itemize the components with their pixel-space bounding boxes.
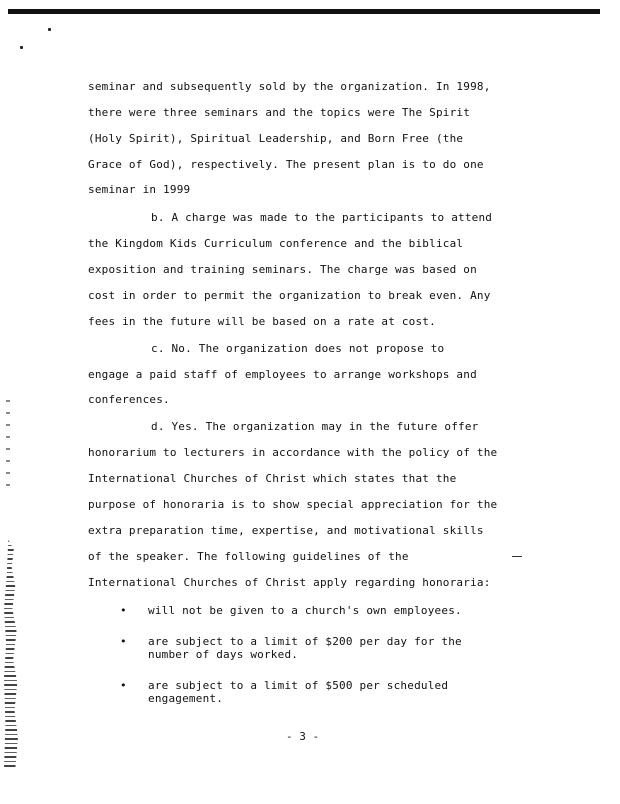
- scan-speck: [20, 46, 23, 49]
- body-line: conferences.: [88, 393, 170, 406]
- body-line: purpose of honoraria is to show special appreciation for the: [88, 498, 498, 511]
- body-line: extra preparation time, expertise, and motivational skills: [88, 524, 484, 537]
- scan-edge-mark: [6, 400, 10, 490]
- bullet-icon: •: [120, 635, 127, 648]
- body-line: exposition and training seminars. The charge was based on: [88, 263, 477, 276]
- paragraph-c-first-line: c. No. The organization does not propose to: [151, 342, 445, 355]
- body-line: seminar and subsequently sold by the organization. In 1998,: [88, 80, 491, 93]
- bullet-text: engagement.: [148, 692, 224, 705]
- body-line: honorarium to lecturers in accordance with the policy of the: [88, 446, 498, 459]
- body-line: engage a paid staff of employees to arrange workshops and: [88, 368, 477, 381]
- paragraph-b-first-line: b. A charge was made to the participants to attend: [151, 211, 493, 224]
- bullet-text: are subject to a limit of $200 per day for the: [148, 635, 462, 648]
- scan-edge-mark: [4, 540, 18, 770]
- body-line: International Churches of Christ which states that the: [88, 472, 457, 485]
- body-line: of the speaker. The following guidelines of the: [88, 550, 409, 563]
- body-line: Grace of God), respectively. The present plan is to do one: [88, 158, 484, 171]
- page-number: - 3 -: [286, 730, 320, 743]
- scan-stray-mark: [512, 556, 522, 557]
- bullet-text: are subject to a limit of $500 per scheduled: [148, 679, 449, 692]
- bullet-icon: •: [120, 604, 127, 617]
- bullet-icon: •: [120, 679, 127, 692]
- body-line: there were three seminars and the topics were The Spirit: [88, 106, 471, 119]
- scan-top-border: [8, 9, 600, 14]
- body-line: the Kingdom Kids Curriculum conference and the biblical: [88, 237, 464, 250]
- scan-speck: [48, 28, 51, 31]
- body-line: fees in the future will be based on a rate at cost.: [88, 315, 436, 328]
- body-line: (Holy Spirit), Spiritual Leadership, and Born Free (the: [88, 132, 464, 145]
- bullet-text: number of days worked.: [148, 648, 299, 661]
- bullet-text: will not be given to a church's own employees.: [148, 604, 462, 617]
- body-line: International Churches of Christ apply regarding honoraria:: [88, 576, 491, 589]
- body-line: seminar in 1999: [88, 183, 191, 196]
- body-line: cost in order to permit the organization to break even. Any: [88, 289, 491, 302]
- paragraph-d-first-line: d. Yes. The organization may in the future offer: [151, 420, 479, 433]
